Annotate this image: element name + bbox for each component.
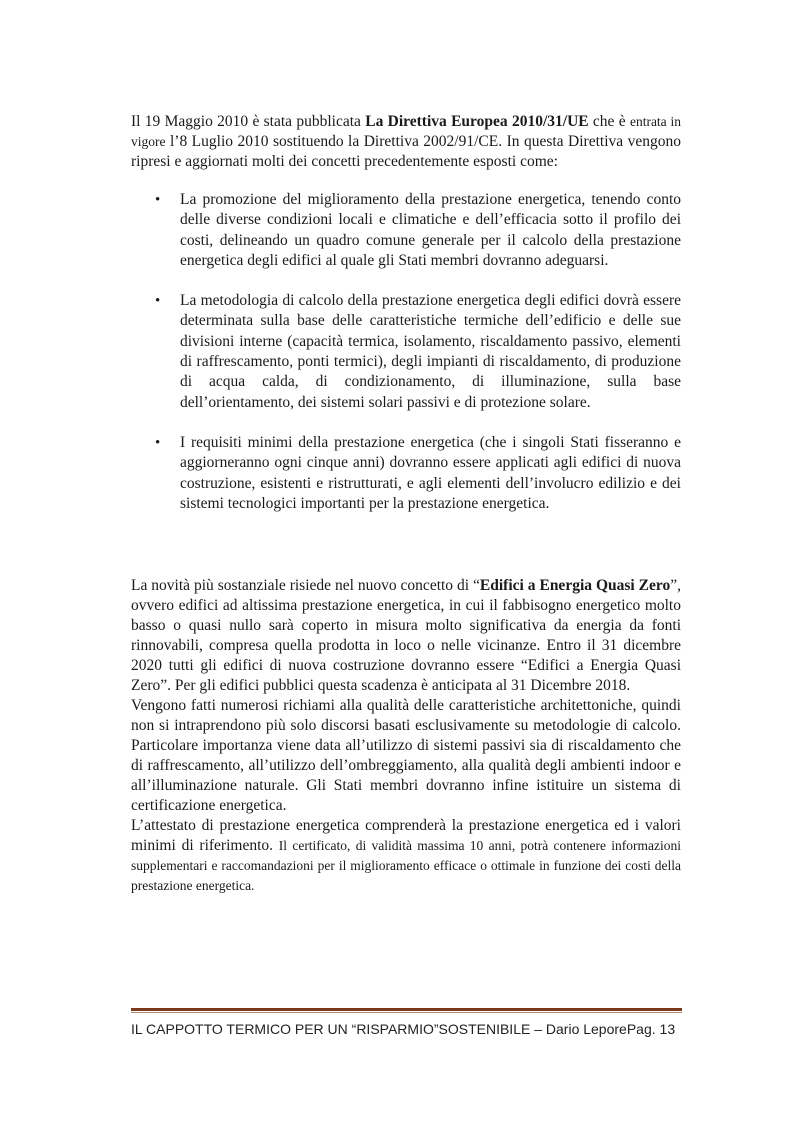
footer-rule-thin bbox=[131, 1012, 682, 1013]
footer-title: IL CAPPOTTO TERMICO PER UN “RISPARMIO”SOSTENIBILE bbox=[131, 1021, 531, 1037]
page-content bbox=[131, 112, 681, 896]
intro-text-small: entrata in vigore bbox=[131, 114, 681, 149]
page-number: 13 bbox=[659, 1021, 676, 1037]
spacer bbox=[131, 534, 681, 576]
bullet-icon: • bbox=[155, 434, 161, 451]
footer-page-label: Pag. bbox=[626, 1021, 656, 1037]
list-item-text: La promozione del miglioramento della prestazione energetica, tenendo conto delle diverse condizioni locali e climatiche e dell’efficacia sotto il profilo dei costi, delineando un quadro comune generale per il calcolo della prestazione energetica degli edifici al quale gli Stati membri dovranno adeguarsi. bbox=[180, 191, 681, 269]
list-item bbox=[155, 291, 681, 413]
body-text: L’attestato di prestazione energetica comprenderà la prestazione energetica ed i valori minimi di riferimento. bbox=[131, 817, 681, 855]
list-item bbox=[155, 190, 681, 271]
intro-text: Il 19 Maggio 2010 è stata pubblicata bbox=[131, 113, 366, 130]
body-text: ”, ovvero edifici ad altissima prestazione energetica, in cui il fabbisogno energetico molto basso o quasi nullo sarà coperto in misura molto significativa da energia da fonti rinnovabili, compresa quella prodotta in loco o nelle vicinanze. Entro il 31 dicembre 2020 tutti gli edifici di nuova costruzione dovranno essere “Edifici a Energia Quasi Zero”. Per gli edifici pubblici questa scadenza è anticipata al 31 Dicembre 2018. bbox=[131, 577, 682, 695]
architecture-paragraph: Vengono fatti numerosi richiami alla qualità delle caratteristiche architettoniche, quindi non si intraprendono più solo discorsi basati esclusivamente su metodologie di calcolo. Particolare importanza viene data all’utilizzo di sistemi passivi sia di riscaldamento che di raffrescamento, all’utilizzo dell’ombreggiamento, alla qualità degli ambienti indoor e all’illuminazione naturale. Gli Stati membri dovranno infine istituire un sistema di certificazione energetica. bbox=[131, 697, 681, 815]
intro-paragraph bbox=[131, 112, 681, 172]
footer-rule bbox=[131, 1008, 682, 1011]
list-item-text: I requisiti minimi della prestazione energetica (che i singoli Stati fisseranno e aggiorneranno ogni cinque anni) dovranno essere applicati agli edifici di nuova costruzione, esistenti e ristrutturati, e agli elementi dell’involucro edilizio e dei sistemi tecnologici importanti per la prestazione energetica. bbox=[180, 433, 681, 512]
nzeb-paragraph bbox=[131, 576, 681, 696]
certificate-paragraph bbox=[131, 816, 681, 896]
directive-title: La Direttiva Europea 2010/31/UE bbox=[365, 113, 589, 130]
bullet-icon: • bbox=[155, 192, 161, 208]
nzeb-term: Edifici a Energia Quasi Zero bbox=[479, 577, 671, 595]
list-item-text: La metodologia di calcolo della prestazione energetica degli edifici dovrà essere determinata sulla base delle caratteristiche termiche dell’edificio e delle sue divisioni interne (capacità termica, isolamento, riscaldamento passivo, elementi di raffrescamento, ponti termici), degli impianti di riscaldamento, di produzione di acqua calda, di condizionamento, di illuminazione, sulla base dell’orientamento, dei sistemi solari passivi e di protezione solare. bbox=[180, 292, 681, 411]
bullet-icon: • bbox=[155, 293, 161, 310]
footer-author: – Dario Lepore bbox=[530, 1021, 627, 1037]
body-text-small: Il certificato, di validità massima 10 anni, potrà contenere informazioni supplementari e raccomandazioni per il miglioramento efficace o ottimale in funzione dei costi della prestazione energetica. bbox=[131, 838, 681, 894]
intro-text: l’8 Luglio 2010 sostituendo la Direttiva 2002/91/CE. In questa Direttiva vengono ripresi e aggiornati molti dei concetti precedentemente esposti come: bbox=[131, 133, 681, 170]
body-text: La novità più sostanziale risiede nel nuovo concetto di “ bbox=[131, 577, 480, 595]
bullet-list bbox=[131, 190, 681, 514]
intro-text: che è bbox=[588, 113, 630, 130]
list-item bbox=[155, 433, 681, 514]
page-footer bbox=[131, 1018, 682, 1041]
